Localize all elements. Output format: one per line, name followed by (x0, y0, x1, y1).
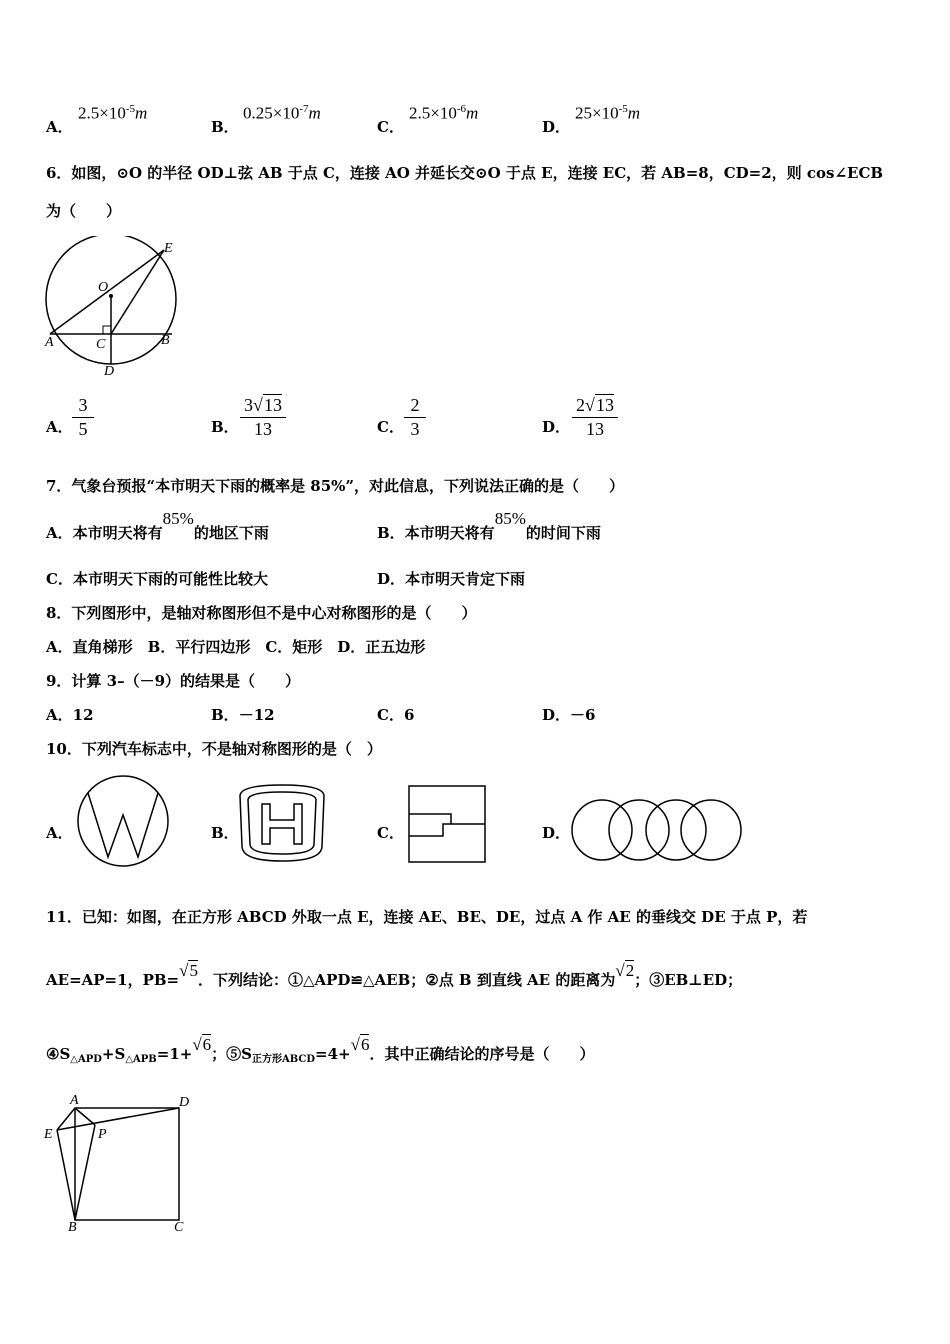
q5-c-unit: m (466, 103, 479, 123)
q6-option-b-label: B． (211, 418, 239, 436)
q5-option-d-label: D． (542, 118, 571, 136)
q6-option-d-fraction (572, 395, 618, 440)
q5-b-unit: m (308, 103, 321, 123)
q5-option-c-value (409, 103, 478, 124)
q6-option-c-label: C． (377, 418, 404, 436)
q5-c-coef: 2.5 (409, 103, 431, 123)
q6-d-num: 2√13 (576, 395, 614, 415)
q5-d-exp: -5 (618, 103, 628, 115)
q11-sqrt5: 5 (189, 961, 198, 980)
q11-label-d: D (179, 1095, 190, 1110)
q10-option-a-label: A． (46, 824, 73, 842)
q6-label-o: O (98, 280, 109, 295)
q11-label-p: P (98, 1127, 107, 1142)
q11-stem-line3: $④S_{\triangle APD}+S_{\triangle APB}=1+√6$；$⑤S_{正方形ABCD}=4+√6$．其中正确结论的序号是（ ） (46, 1035, 595, 1065)
q5-option-b-value (243, 103, 321, 124)
q7-option-a: A．本市明天将有85%的地区下雨 (46, 509, 269, 542)
q6-a-num: 3 (78, 395, 88, 415)
q11-stem-line1: 11．已知：如图，在正方形 ABCD 外取一点 E，连接 AE、BE、DE，过点 A 作 AE 的垂线交 DE 于点 P，若 (46, 908, 808, 926)
q9-stem: 9．计算 3–（－9）的结果是（ ） (46, 672, 301, 690)
q11-label-a: A (70, 1093, 79, 1108)
q10-option-c-label: C． (377, 824, 404, 842)
q6-label-b: B (161, 333, 170, 348)
q11-sqrt2: 2 (625, 961, 635, 980)
q6-option-d-label: D． (542, 418, 571, 436)
q9-option-c: C．6 (377, 706, 415, 724)
q5-option-b-label: B． (211, 118, 239, 136)
q11-label-c: C (174, 1220, 184, 1232)
q6-c-den: 3 (410, 419, 420, 439)
q11-sqrt6-a: 6 (202, 1035, 212, 1054)
q11-label-b: B (68, 1220, 77, 1232)
q6-c-num: 2 (410, 395, 420, 415)
q6-label-d: D (104, 364, 115, 378)
q5-b-times: ×10 (272, 103, 300, 123)
q6-label-e: E (164, 241, 173, 256)
q6-stem-line1: 6．如图，⊙O 的半径 OD⊥弦 AB 于点 C，连接 AO 并延长交⊙O 于点 E，连接 EC，若 AB=8，CD=2，则 cos∠ECB (46, 164, 884, 182)
q5-b-exp: -7 (299, 103, 309, 115)
q11-square-figure (40, 1090, 200, 1232)
q6-b-den: 13 (254, 419, 272, 439)
q6-d-den: 13 (586, 419, 604, 439)
q10-option-b-label: B． (211, 824, 239, 842)
q6-b-num: 3√13 (244, 395, 282, 415)
q11-sqrt6-b: 6 (360, 1035, 370, 1054)
q8-options: A．直角梯形 B．平行四边形 C．矩形 D．正五边形 (46, 638, 426, 656)
q10-logo-a-vw (74, 775, 172, 867)
q9-option-a: A．12 (46, 706, 94, 724)
q7-b-percent: 85% (494, 509, 526, 528)
q10-logo-b-honda (236, 782, 328, 864)
q5-b-coef: 0.25 (243, 103, 273, 123)
q6-label-a: A (45, 335, 54, 350)
q8-stem: 8．下列图形中，是轴对称图形但不是中心对称图形的是（ ） (46, 604, 477, 622)
q5-option-a-value (78, 103, 147, 124)
q5-d-unit: m (627, 103, 641, 123)
q6-stem-line2: 为（ ） (46, 202, 122, 220)
q5-d-coef: 25 (575, 103, 592, 123)
q5-option-c-label: C． (377, 118, 404, 136)
q6-circle-figure (40, 236, 185, 378)
q11-stem-line2: AE=AP=1，PB=√5．下列结论：①△APD≌△AEB；②点 B 到直线 AE 的距离为√2；③EB⊥ED； (46, 961, 743, 989)
q5-option-a-label: A． (46, 118, 73, 136)
q5-d-times: ×10 (592, 103, 619, 123)
q6-center-dot (109, 294, 113, 298)
q5-option-d-value (575, 103, 640, 124)
q7-option-d: D．本市明天肯定下雨 (377, 570, 526, 588)
q5-a-coef: 2.5 (78, 103, 100, 123)
q5-a-unit: m (135, 103, 148, 123)
q10-logo-c (407, 784, 487, 864)
q6-line-ec (111, 250, 164, 334)
q11-label-e: E (44, 1127, 53, 1142)
q9-option-d: D．－6 (542, 706, 596, 724)
q5-a-times: ×10 (99, 103, 126, 123)
q9-option-b: B．－12 (211, 706, 275, 724)
q10-stem: 10．下列汽车标志中，不是轴对称图形的是（ ） (46, 740, 382, 758)
q10-logo-d-audi (568, 796, 744, 862)
q6-right-angle (103, 326, 111, 334)
q6-option-b-fraction (240, 395, 286, 440)
q5-c-exp: -6 (456, 103, 467, 115)
q6-option-a-fraction (72, 395, 94, 440)
q5-c-times: ×10 (430, 103, 457, 123)
q7-stem: 7．气象台预报“本市明天下雨的概率是 85%”，对此信息，下列说法正确的是（ ） (46, 477, 625, 495)
q7-option-c: C．本市明天下雨的可能性比较大 (46, 570, 268, 588)
q7-a-percent: 85% (162, 509, 194, 528)
q10-option-d-label: D． (542, 824, 571, 842)
q5-a-exp: -5 (125, 103, 136, 115)
q6-label-c: C (96, 337, 106, 352)
q6-option-c-fraction (404, 395, 426, 440)
q7-option-b: B．本市明天将有85%的时间下雨 (377, 509, 601, 542)
q6-option-a-label: A． (46, 418, 73, 436)
q6-a-den: 5 (78, 419, 88, 439)
